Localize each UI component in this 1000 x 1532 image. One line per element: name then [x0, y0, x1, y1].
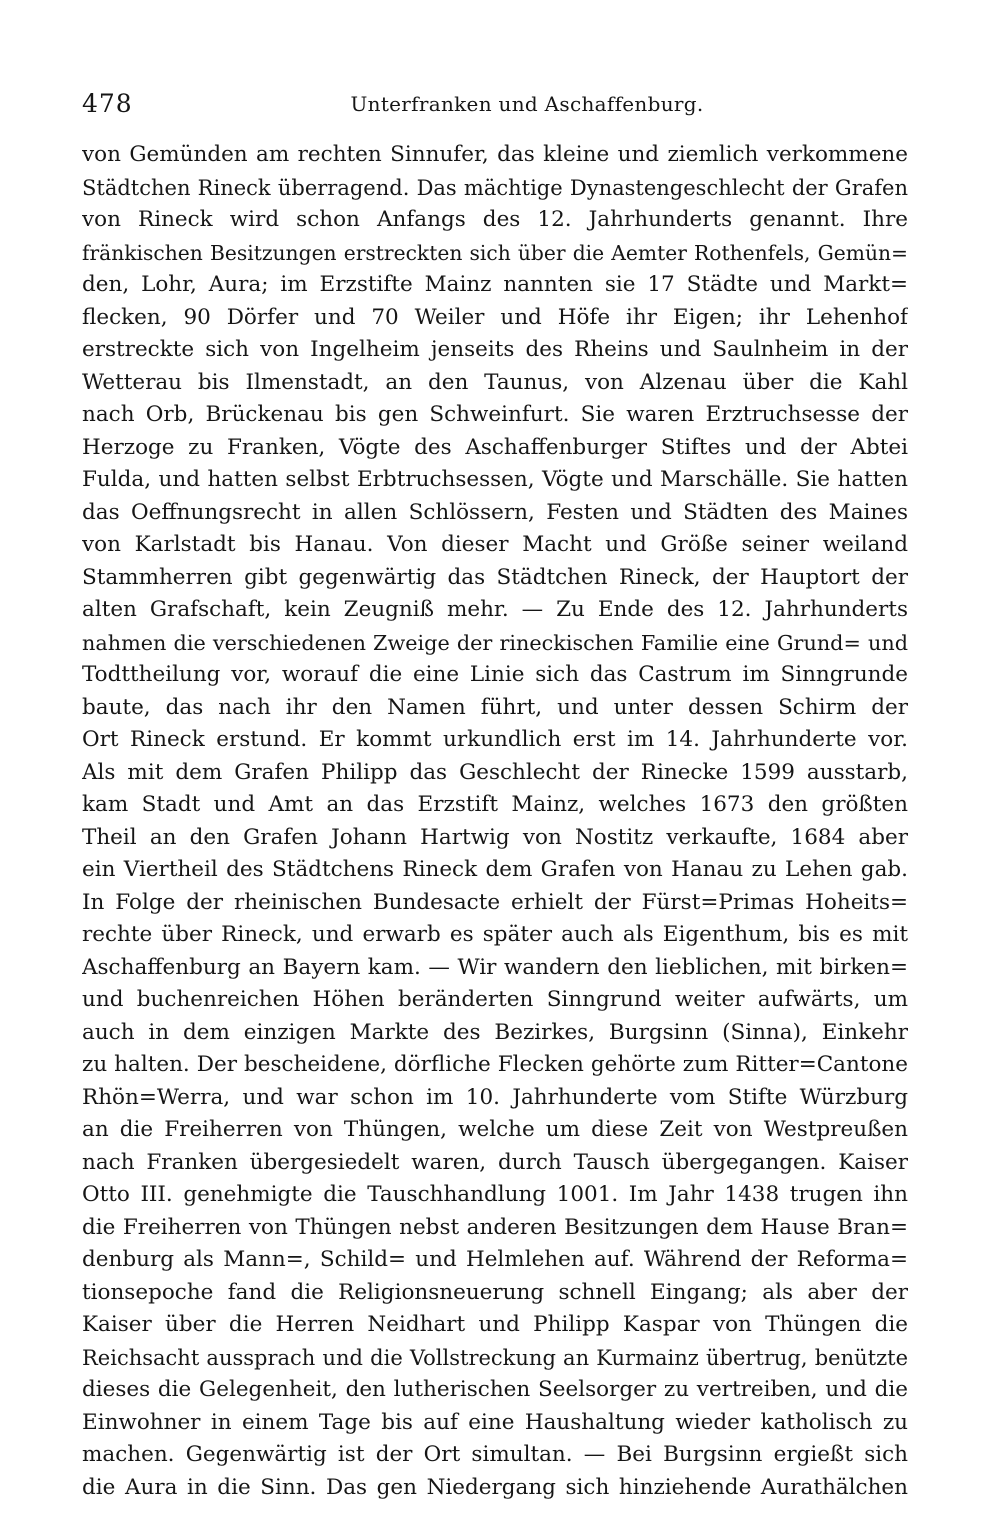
text-line: die Aura in die Sinn. Das gen Niedergang sich hinziehende Aurathälchen: [82, 1474, 908, 1500]
text-line: auch in dem einzigen Markte des Bezirkes, Burgsinn (Sinna), Einkehr: [82, 1019, 908, 1045]
text-line: von Karlstadt bis Hanau. Von dieser Macht und Größe seiner weiland: [82, 532, 908, 557]
page-header: [82, 84, 912, 124]
text-line: erstreckte sich von Ingelheim jenseits des Rheins und Saulnheim in der: [82, 337, 908, 362]
text-line: dieses die Gelegenheit, den lutherischen Seelsorger zu vertreiben, und die: [82, 1377, 908, 1402]
text-line: baute, das nach ihr den Namen führt, und unter dessen Schirm der: [82, 694, 908, 720]
text-line: rechte über Rineck, und erwarb es später auch als Eigenthum, bis es mit: [82, 922, 908, 947]
text-line: und buchenreichen Höhen beränderten Sinngrund weiter aufwärts, um: [82, 987, 908, 1012]
text-line: zu halten. Der bescheidene, dörfliche Flecken gehörte zum Ritter=Cantone: [82, 1052, 908, 1077]
text-line: Todttheilung vor, worauf die eine Linie sich das Castrum im Sinngrunde: [82, 662, 908, 687]
text-line: die Freiherren von Thüngen nebst anderen Besitzungen dem Hause Bran=: [82, 1214, 908, 1240]
text-line: In Folge der rheinischen Bundesacte erhielt der Fürst=Primas Hoheits=: [82, 889, 908, 915]
text-line: alten Grafschaft, kein Zeugniß mehr. — Zu Ende des 12. Jahrhunderts: [82, 597, 908, 622]
text-line: nach Orb, Brückenau bis gen Schweinfurt. Sie waren Erztruchsesse der: [82, 402, 908, 427]
text-line: machen. Gegenwärtig ist der Ort simultan. — Bei Burgsinn ergießt sich: [82, 1442, 908, 1467]
text-line: von Gemünden am rechten Sinnufer, das kleine und ziemlich verkommene: [82, 142, 908, 167]
page-number: 478: [82, 89, 133, 118]
text-line: nach Franken übergesiedelt waren, durch Tausch übergegangen. Kaiser: [82, 1149, 908, 1175]
text-line: Reichsacht aussprach und die Vollstreckung an Kurmainz übertrug, benützte: [82, 1345, 908, 1370]
text-line: das Oeffnungsrecht in allen Schlössern, Festen und Städten des Maines: [82, 499, 908, 525]
text-line: Stammherren gibt gegenwärtig das Städtchen Rineck, der Hauptort der: [82, 564, 908, 590]
text-line: kam Stadt und Amt an das Erzstift Mainz, welches 1673 den größten: [82, 792, 908, 817]
text-line: tionsepoche fand die Religionsneuerung schnell Eingang; als aber der: [82, 1279, 908, 1305]
text-line: fränkischen Besitzungen erstreckten sich über die Aemter Rothenfels, Gemün=: [82, 240, 908, 265]
body-text: [82, 139, 908, 1504]
text-line: ein Viertheil des Städtchens Rineck dem Grafen von Hanau zu Lehen gab.: [82, 857, 908, 882]
text-line: an die Freiherren von Thüngen, welche um diese Zeit von Westpreußen: [82, 1117, 908, 1142]
text-line: Städtchen Rineck überragend. Das mächtige Dynastengeschlecht der Grafen: [82, 175, 908, 200]
text-line: Fulda, und hatten selbst Erbtruchsessen, Vögte und Marschälle. Sie hatten: [82, 467, 908, 492]
text-line: den, Lohr, Aura; im Erzstifte Mainz nannten sie 17 Städte und Markt=: [82, 272, 908, 297]
text-line: Ort Rineck erstund. Er kommt urkundlich erst im 14. Jahrhunderte vor.: [82, 727, 908, 752]
text-line: Theil an den Grafen Johann Hartwig von Nostitz verkaufte, 1684 aber: [82, 824, 908, 850]
text-line: Otto III. genehmigte die Tauschhandlung 1001. Im Jahr 1438 trugen ihn: [82, 1182, 908, 1207]
text-line: Wetterau bis Ilmenstadt, an den Taunus, von Alzenau über die Kahl: [82, 369, 908, 395]
text-line: von Rineck wird schon Anfangs des 12. Jahrhunderts genannt. Ihre: [82, 207, 908, 232]
text-line: Herzoge zu Franken, Vögte des Aschaffenburger Stiftes und der Abtei: [82, 434, 908, 460]
text-line: Aschaffenburg an Bayern kam. — Wir wandern den lieblichen, mit birken=: [82, 954, 908, 980]
text-line: flecken, 90 Dörfer und 70 Weiler und Höfe ihr Eigen; ihr Lehenhof: [82, 304, 908, 330]
text-line: denburg als Mann=, Schild= und Helmlehen auf. Während der Reforma=: [82, 1247, 908, 1272]
running-title: Unterfranken und Aschaffenburg.: [350, 92, 704, 116]
text-line: Einwohner in einem Tage bis auf eine Haushaltung wieder katholisch zu: [82, 1409, 908, 1435]
text-line: Als mit dem Grafen Philipp das Geschlecht der Rinecke 1599 ausstarb,: [82, 759, 908, 785]
text-line: Rhön=Werra, und war schon im 10. Jahrhunderte vom Stifte Würzburg: [82, 1084, 908, 1110]
text-line: nahmen die verschiedenen Zweige der rineckischen Familie eine Grund= und: [82, 630, 908, 655]
text-line: Kaiser über die Herren Neidhart und Philipp Kaspar von Thüngen die: [82, 1312, 908, 1337]
